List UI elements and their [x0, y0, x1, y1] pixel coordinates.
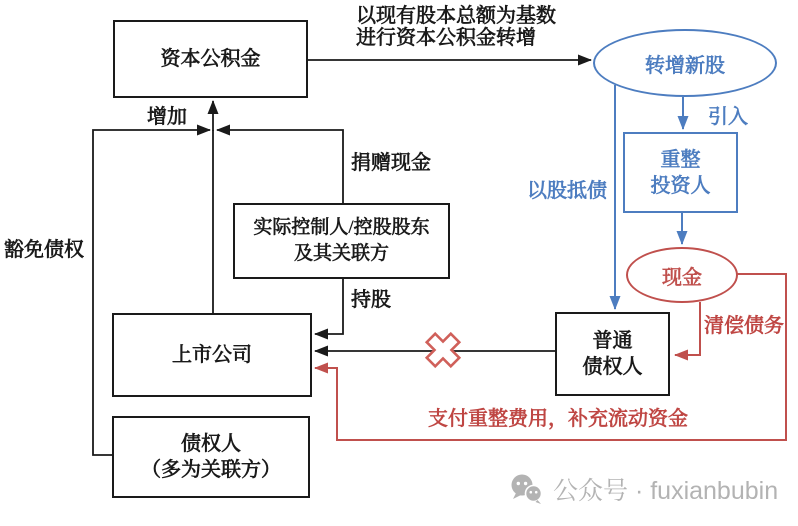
- edge-hold-shares-arrow: [315, 278, 343, 334]
- node-restructuring-investor-line2: 投资人: [650, 174, 711, 197]
- node-restructuring-investor: [623, 132, 738, 213]
- blocked-cross-icon: [419, 326, 467, 374]
- wechat-icon: [510, 474, 544, 505]
- node-ordinary-creditors-line2: 债权人: [582, 356, 643, 378]
- node-related-creditors-line1: 债权人: [181, 433, 241, 455]
- node-converted-new-shares-label: 转增新股: [645, 54, 725, 77]
- node-cash: [626, 247, 738, 303]
- node-listed-company: [112, 313, 312, 397]
- label-pay-fees: 支付重整费用，补充流动资金: [428, 408, 688, 430]
- node-controlling-shareholder-line1: 实际控制人/控股股东: [253, 217, 430, 238]
- edge-donate-cash-arrow: [217, 130, 343, 203]
- label-repay-debt: 清偿债务: [704, 315, 784, 337]
- label-waive-debt: 豁免债权: [4, 239, 84, 261]
- label-donate-cash: 捐赠现金: [351, 152, 431, 174]
- label-hold-shares: 持股: [351, 289, 391, 311]
- label-conversion-note-line1: 以现有股本总额为基数: [356, 5, 556, 27]
- node-controlling-shareholder: [233, 203, 450, 279]
- node-ordinary-creditors-line1: 普通: [592, 330, 633, 352]
- label-conversion-note: [356, 5, 556, 49]
- watermark-text: 公众号 · fuxianbubin: [553, 477, 779, 505]
- label-increase: 增加: [147, 106, 187, 128]
- watermark: [510, 471, 778, 507]
- node-related-creditors-line2: （多为关联方）: [141, 459, 281, 481]
- label-introduce: 引入: [708, 106, 748, 128]
- label-debt-to-equity: 以股抵债: [527, 180, 607, 202]
- edge-waive-debt-arrow: [93, 130, 210, 455]
- node-ordinary-creditors: [555, 312, 670, 396]
- node-capital-reserve-label: 资本公积金: [160, 48, 261, 70]
- node-converted-new-shares: [593, 29, 777, 97]
- node-related-creditors: [112, 416, 310, 498]
- node-restructuring-investor-line1: 重整: [660, 148, 701, 171]
- node-capital-reserve: [113, 20, 308, 98]
- label-conversion-note-line2: 进行资本公积金转增: [356, 27, 536, 49]
- node-controlling-shareholder-line2: 及其关联方: [293, 243, 389, 264]
- node-listed-company-label: 上市公司: [172, 344, 252, 366]
- edge-repay-debt-arrow: [675, 302, 700, 355]
- node-cash-label: 现金: [662, 266, 702, 289]
